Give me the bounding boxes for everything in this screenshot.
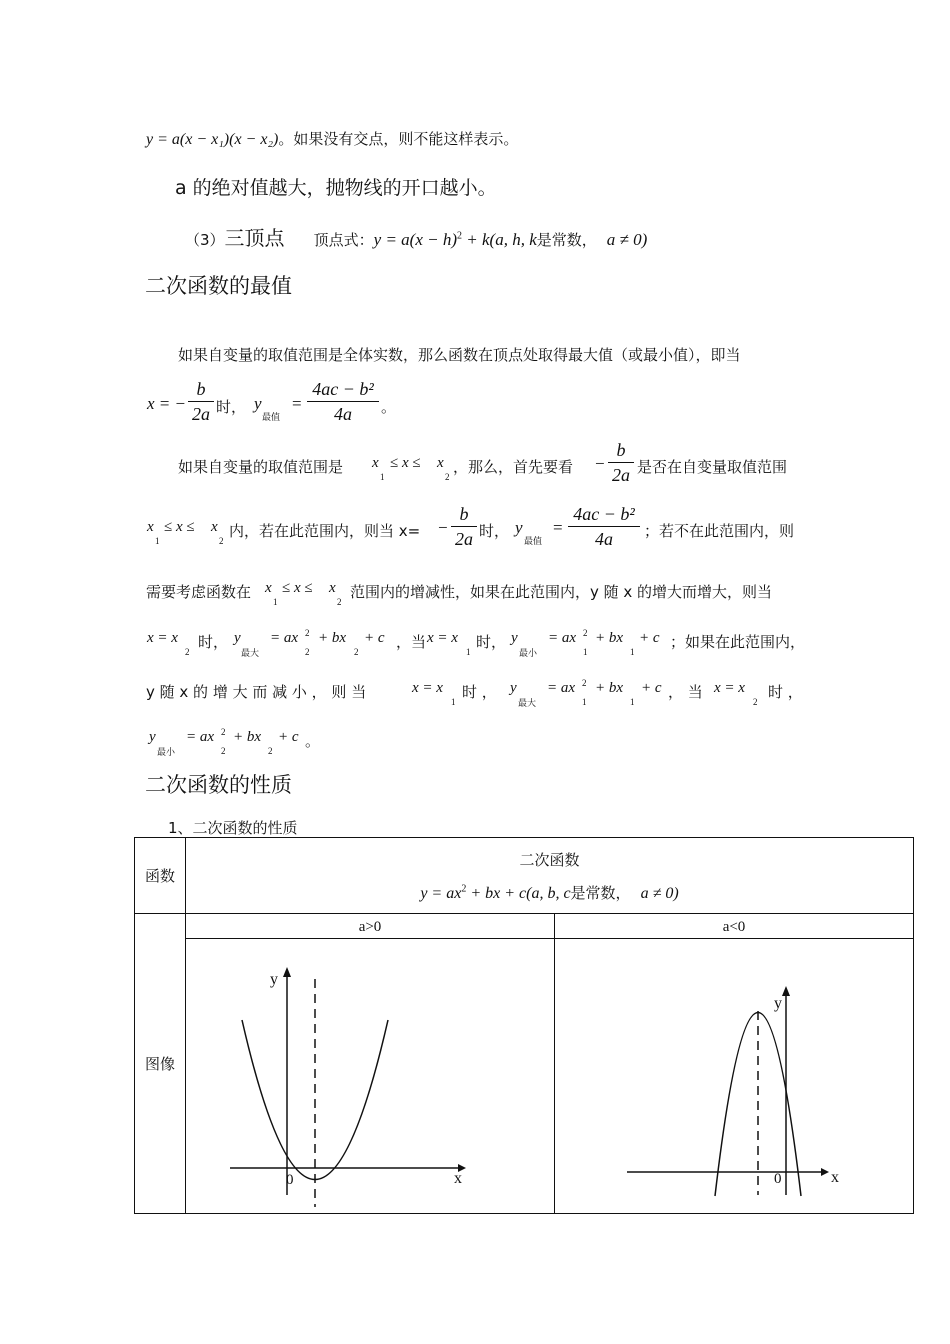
line6-e2: = ax (548, 630, 577, 646)
col-header-pos (186, 914, 555, 939)
row-label-graph: 图像 (144, 1055, 175, 1073)
fraction-num: b (459, 504, 469, 524)
line8-eq2: 2 (221, 727, 226, 737)
line6-ys2: 最小 (519, 649, 538, 659)
line2-when: 时， (216, 398, 247, 416)
para2-s1: 1 (380, 472, 385, 482)
line5-s2: 2 (337, 597, 342, 607)
fraction-den: 2a (192, 404, 210, 424)
line4-mid: ≤ x ≤ (164, 519, 195, 535)
line6-p1: x = x (147, 630, 178, 646)
table-row (135, 939, 914, 1214)
line6-e2bs: 1 (630, 647, 635, 657)
section-heading-props: 二次函数的性质 (145, 773, 292, 797)
line6-ys1: 最大 (241, 649, 260, 659)
fraction-b-2a (188, 378, 214, 425)
vertex-label: 顶点式： (313, 231, 374, 249)
line6-y1: y (234, 630, 241, 646)
line4-y-sub: 最值 (524, 537, 543, 547)
fraction-den: 2a (612, 465, 630, 485)
line7-ec: + c (641, 680, 662, 696)
line4-s2: 2 (219, 536, 224, 546)
line6-x2: x = x (427, 630, 458, 646)
para2-lead: 如果自变量的取值范围是 (178, 458, 344, 476)
line2-x-eq: x = − (147, 394, 186, 413)
formula-cond: a ≠ 0) (640, 884, 679, 902)
line4-minus: − (438, 518, 448, 537)
origin-label: 0 (286, 1172, 294, 1188)
line7-s1: 1 (451, 697, 456, 707)
line6-e2c: + c (639, 630, 660, 646)
line6-s2: 1 (466, 647, 471, 657)
para2-tail: 是否在自变量取值范围 (637, 458, 788, 476)
intersect-form-line (146, 128, 518, 149)
properties-table (134, 837, 914, 1214)
section-heading-max: 二次函数的最值 (145, 274, 292, 298)
line2-y-sub: 最值 (262, 413, 281, 423)
x-label: x (831, 1169, 839, 1186)
line4-a: 内，若在此范围内，则当 x= (229, 522, 421, 540)
line5-x2: x (329, 580, 336, 596)
fraction-num: 4ac − b² (312, 379, 374, 399)
abs-note: a 的绝对值越大，抛物线的开口越小。 (175, 177, 497, 199)
line2-end: 。 (381, 398, 397, 416)
line7-x1: x = x (412, 680, 443, 696)
para2-x1: x (372, 455, 379, 471)
line4-tail: ；若不在此范围内，则 (644, 522, 795, 540)
line5-x1: x (265, 580, 272, 596)
line7-ebs: 1 (630, 697, 635, 707)
line6-e1b: + bx (318, 630, 347, 646)
y-arrow-icon (782, 986, 790, 996)
col-header-neg (555, 914, 914, 939)
line6-e1c: + c (364, 630, 385, 646)
line6-e2s: 1 (583, 647, 588, 657)
line6-e1s: 2 (305, 647, 310, 657)
table-cell-label (135, 838, 186, 914)
vertex-cond: a ≠ 0) (606, 230, 648, 249)
parabola-up-graph (186, 939, 554, 1213)
line5-s1: 1 (273, 597, 278, 607)
fraction-den: 2a (455, 529, 473, 549)
line8-ec: + c (278, 729, 299, 745)
line5-mid: ≤ x ≤ (282, 580, 313, 596)
graph-cell-pos (186, 939, 555, 1214)
line7-y: y (510, 680, 517, 696)
formula-a: y = ax (420, 884, 462, 902)
line7-w2: 时 ， (768, 683, 803, 701)
line6-e2b: + bx (595, 630, 624, 646)
para2-mid: ≤ x ≤ (390, 455, 421, 471)
x-label: x (454, 1170, 462, 1187)
line7-es: 1 (582, 697, 587, 707)
line6-s1: 2 (185, 647, 190, 657)
para1-text: 如果自变量的取值范围是全体实数，那么函数在顶点处取得最大值（或最小值），即当 (178, 346, 741, 364)
line7-x2: x = x (714, 680, 745, 696)
vertex-formula-a: y = a(x − h) (373, 230, 458, 249)
intersect-formula: y = a(x − x₁)(x − x₂) (146, 131, 279, 148)
x-arrow-icon (821, 1168, 829, 1176)
line4-when: 时， (479, 522, 510, 540)
line8-es: 2 (221, 746, 226, 756)
line6-e1: = ax (270, 630, 299, 646)
table-row (135, 914, 914, 939)
y-arrow-icon (283, 967, 291, 977)
line4-x1: x (147, 519, 154, 535)
line5-b: 范围内的增减性，如果在此范围内，y 随 x 的增大而增大，则当 (350, 583, 773, 601)
fraction-den: 4a (595, 529, 613, 549)
line6-y2: y (511, 630, 518, 646)
line6-p2: ，当 (396, 633, 427, 651)
vertex-line (185, 222, 647, 251)
para2-minus: − (595, 454, 605, 473)
function-title: 二次函数 (519, 850, 580, 869)
para2-x2: x (437, 455, 444, 471)
line7-eb: + bx (595, 680, 624, 696)
fraction-num: b (196, 379, 206, 399)
line8-ebs: 2 (268, 746, 273, 756)
row-label-function: 函数 (144, 867, 175, 885)
graph-cell-neg (555, 939, 914, 1214)
line6-tail: ；如果在此范围内， (670, 633, 806, 651)
fraction-b-2a (451, 503, 477, 550)
line8-e: = ax (186, 729, 215, 745)
line4-eq: = (553, 518, 563, 537)
line6-e1bs: 2 (354, 647, 359, 657)
line7-s2: 2 (753, 697, 758, 707)
formula-sq: 2 (461, 883, 467, 895)
line5-a: 需要考虑函数在 (146, 583, 252, 601)
y-label: y (270, 971, 278, 988)
para2-s2: 2 (445, 472, 450, 482)
formula-const: 是常数， (570, 883, 631, 902)
line4-x2: x (211, 519, 218, 535)
function-formula (186, 882, 913, 903)
line7-b: ， 当 (668, 683, 703, 701)
y-label: y (774, 995, 782, 1012)
line8-y: y (149, 729, 156, 745)
parabola-down-graph (555, 939, 913, 1213)
formula-b: + bx + c(a, b, c (466, 884, 571, 902)
table-cell-label (135, 914, 186, 1214)
line6-w1: 时， (198, 633, 229, 651)
line7-eq2: 2 (582, 678, 587, 688)
line7-a: y 随 x 的 增 大 而 减 小 ， 则 当 (146, 683, 367, 701)
line2-eq: = (292, 394, 302, 413)
col-neg-label: a<0 (722, 919, 746, 935)
line6-w2: 时， (476, 633, 507, 651)
line4-s1: 1 (155, 536, 160, 546)
vertex-sq: 2 (457, 230, 463, 242)
table-row (135, 838, 914, 914)
fraction-extreme (568, 503, 640, 550)
intersect-note: 。如果没有交点，则不能这样表示。 (278, 130, 519, 148)
sub-title: 1、二次函数的性质 (168, 819, 298, 837)
para2-then: ，那么，首先要看 (453, 458, 574, 476)
fraction-extreme (307, 378, 379, 425)
line7-w1: 时 ， (462, 683, 497, 701)
line6-e1q: 2 (305, 628, 310, 638)
line8-end: 。 (305, 732, 321, 750)
table-cell-function (186, 838, 914, 914)
line2-y: y (254, 394, 262, 413)
fraction-num: 4ac − b² (573, 504, 635, 524)
col-pos-label: a>0 (358, 919, 382, 935)
line4-y: y (515, 518, 523, 537)
line6-e2q: 2 (583, 628, 588, 638)
line8-eb: + bx (233, 729, 262, 745)
line7-ys: 最大 (518, 699, 537, 709)
vertex-const: 是常数， (536, 231, 597, 249)
fraction-b-2a (608, 439, 634, 486)
fraction-den: 4a (334, 404, 352, 424)
vertex-num: （3） (185, 231, 225, 249)
vertex-formula-b: + k(a, h, k (462, 230, 537, 249)
line8-ys: 最小 (157, 748, 176, 758)
vertex-title: 三顶点 (224, 226, 285, 250)
line7-e: = ax (547, 680, 576, 696)
fraction-num: b (616, 440, 626, 460)
origin-label: 0 (774, 1171, 782, 1187)
